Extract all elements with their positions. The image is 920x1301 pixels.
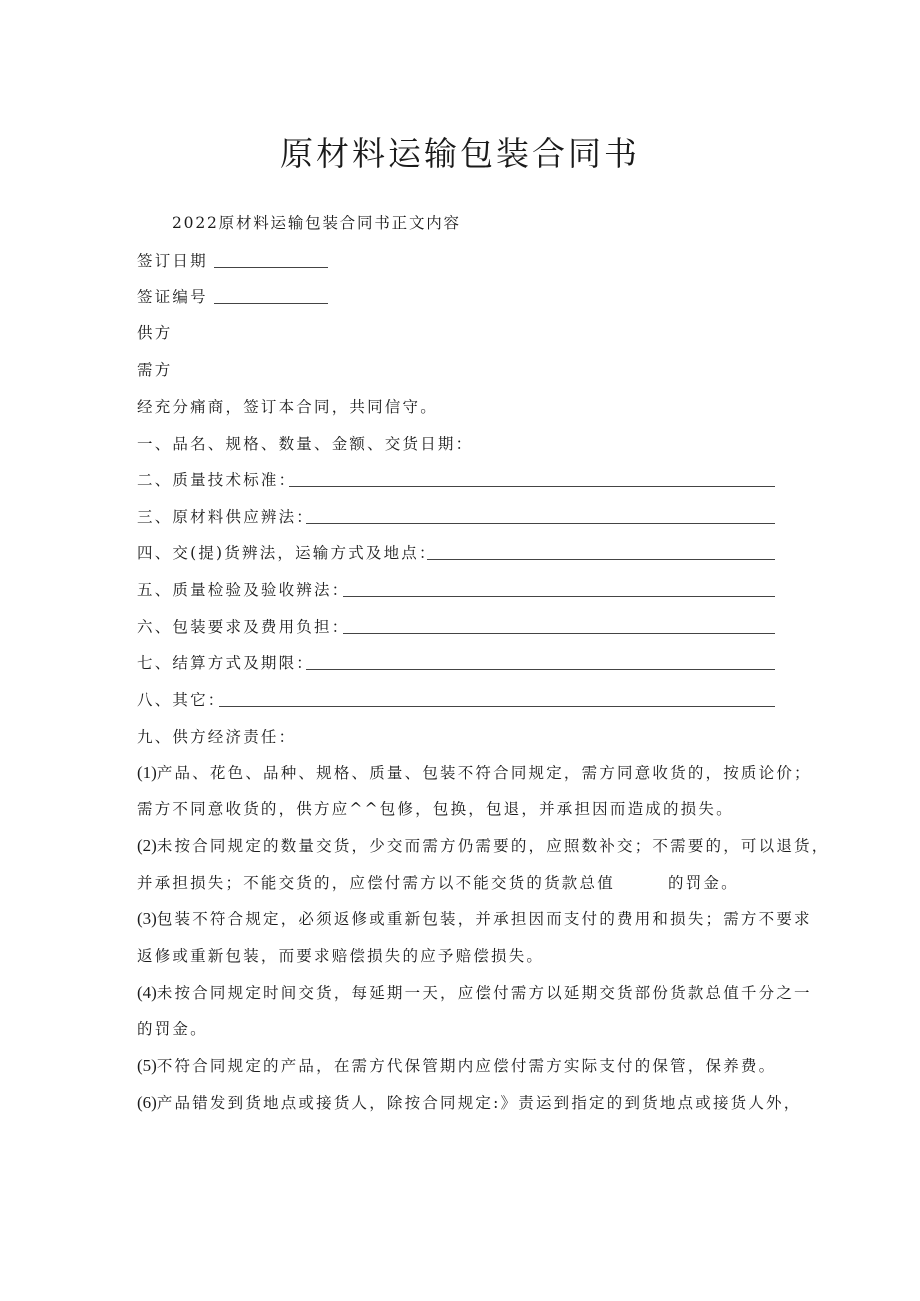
item-2: 二、质量技术标准： [137, 471, 297, 489]
item-5-field[interactable] [343, 596, 775, 597]
supplier-label: 供方 [137, 324, 173, 342]
intro-text: 经充分痛商，签订本合同，共同信守。 [137, 398, 438, 416]
clause-4-line-2: 的罚金。 [137, 1020, 208, 1038]
sign-no-label: 签证编号 [137, 288, 208, 306]
item-9: 九、供方经济责任： [137, 728, 297, 746]
clause-3-text: 包装不符合规定，必须返修或重新包装，并承担因而支付的费用和损失；需方不要求 [156, 910, 812, 928]
item-1: 一、品名、规格、数量、金额、交货日期： [137, 435, 474, 453]
item-6-field[interactable] [343, 633, 775, 634]
item-3-field[interactable] [306, 523, 775, 524]
item-4-field[interactable] [427, 559, 775, 560]
sign-date-field[interactable] [214, 267, 328, 268]
page-title: 原材料运输包装合同书 [280, 134, 640, 173]
clause-2-line-1 [137, 835, 829, 857]
item-7: 七、结算方式及期限： [137, 654, 315, 672]
item-8: 八、其它： [137, 691, 226, 709]
clause-5-number: (5) [137, 1056, 157, 1075]
clause-1-line-2: 需方不同意收货的，供方应^^包修，包换，包退，并承担因而造成的损失。 [137, 800, 734, 818]
item-4: 四、交(提)货辨法，运输方式及地点： [137, 544, 437, 562]
clause-6-text: 产品错发到货地点或接货人，除按合同规定:》责运到指定的到货地点或接货人外， [156, 1094, 802, 1112]
item-6: 六、包装要求及费用负担： [137, 618, 350, 636]
clause-1-number: (1) [137, 763, 157, 782]
clause-6-line-1 [137, 1092, 801, 1114]
item-2-field[interactable] [289, 486, 775, 487]
clause-4-line-1 [137, 982, 812, 1004]
item-8-field[interactable] [219, 706, 775, 707]
clause-5-line-1 [137, 1055, 776, 1077]
clause-2-text: 未按合同规定的数量交货，少交而需方仍需要的，应照数补交；不需要的，可以退货， [156, 837, 830, 855]
buyer-label: 需方 [137, 361, 173, 379]
clause-4-text: 未按合同规定时间交货，每延期一天，应偿付需方以延期交货部份货款总值千分之一 [156, 984, 812, 1002]
item-5: 五、质量检验及验收辨法： [137, 581, 350, 599]
clause-6-number: (6) [137, 1093, 157, 1112]
clause-5-text: 不符合同规定的产品，在需方代保管期内应偿付需方实际支付的保管，保养费。 [156, 1057, 777, 1075]
sign-date-label: 签订日期 [137, 252, 208, 270]
sign-no-field[interactable] [214, 303, 328, 304]
lead-text: 2022原材料运输包装合同书正文内容 [172, 214, 461, 232]
clause-3-line-1 [137, 908, 812, 930]
clause-4-number: (4) [137, 983, 157, 1002]
clause-1-line-1 [137, 762, 812, 784]
item-7-field[interactable] [306, 669, 775, 670]
clause-1-text: 产品、花色、品种、规格、质量、包装不符合同规定，需方同意收货的，按质论价； [156, 764, 812, 782]
clause-2-number: (2) [137, 836, 157, 855]
clause-2-line-2: 并承担损失；不能交货的，应偿付需方以不能交货的货款总值 的罚金。 [137, 874, 739, 892]
clause-3-line-2: 返修或重新包装，而要求赔偿损失的应予赔偿损失。 [137, 947, 545, 965]
item-3: 三、原材料供应辨法： [137, 508, 315, 526]
clause-3-number: (3) [137, 909, 157, 928]
